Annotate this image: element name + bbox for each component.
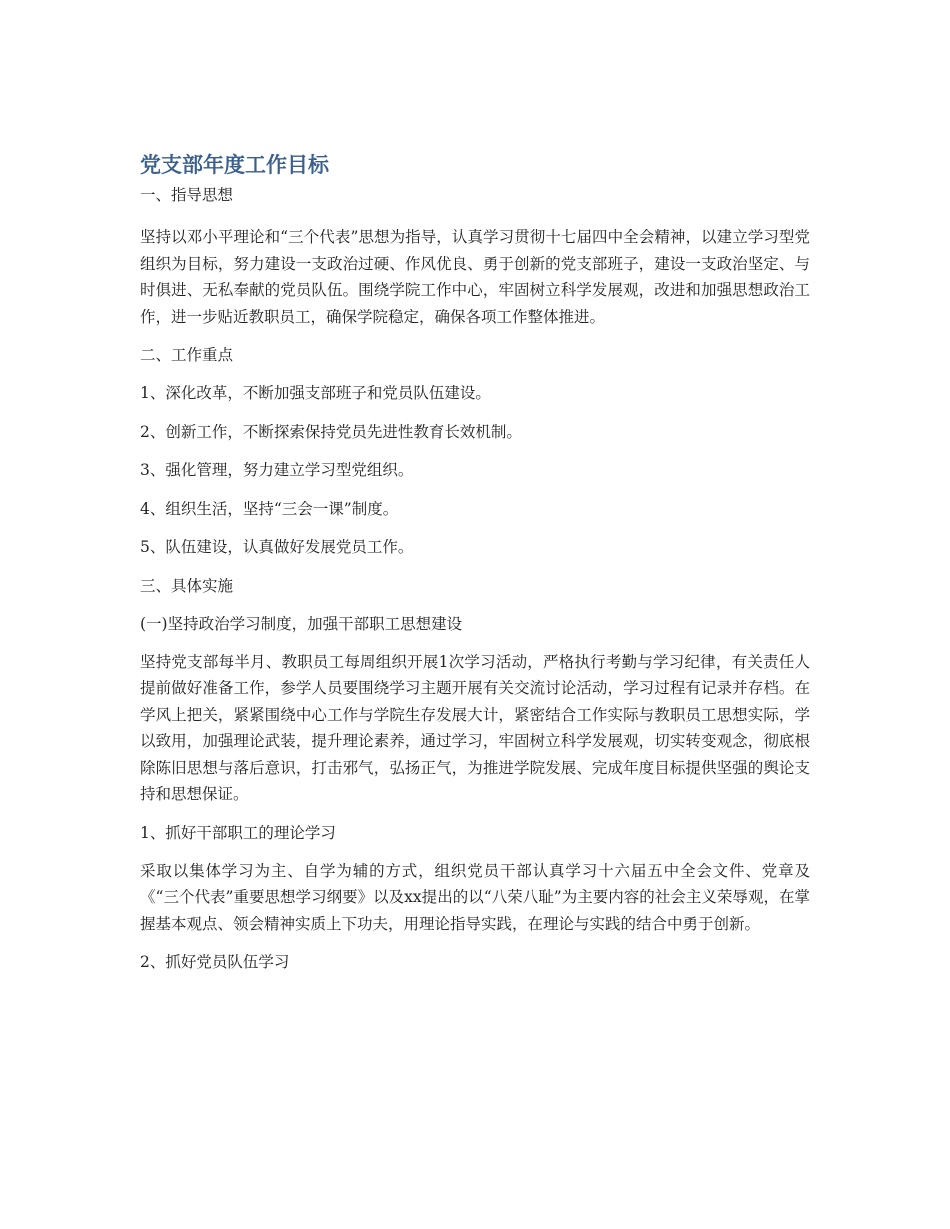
political-study-paragraph: 坚持党支部每半月、教职员工每周组织开展1次学习活动，严格执行考勤与学习纪律，有关责任人提前做好准备工作，参学人员要围绕学习主题开展有关交流讨论活动，学习过程有记录并存档。在学风上把关，紧紧围绕中心工作与学院生存发展大计，紧密结合工作实际与教职员工思想实际，学以致用，加强理论武装，提升理论素养，通过学习，牢固树立科学发展观，切实转变观念，彻底根除陈旧思想与落后意识，打击邪气，弘扬正气，为推进学院发展、完成年度目标提供坚强的舆论支持和思想保证。 [140, 652, 810, 803]
guiding-ideology-paragraph: 坚持以邓小平理论和“三个代表”思想为指导，认真学习贯彻十七届四中全会精神，以建立学习型党组织为目标，努力建设一支政治过硬、作风优良、勇于创新的党支部班子，建设一支政治坚定、与时俱进、无私奉献的党员队伍。围绕学院工作中心，牢固树立科学发展观，改进和加强思想政治工作，进一步贴近教职员工，确保学院稳定，确保各项工作整体推进。 [140, 228, 810, 326]
focus-item: 1、深化改革，不断加强支部班子和党员队伍建设。 [140, 384, 491, 402]
item-heading-theory-study: 1、抓好干部职工的理论学习 [140, 823, 336, 842]
section-heading-implementation: 三、具体实施 [140, 576, 234, 595]
focus-item: 3、强化管理，努力建立学习型党组织。 [140, 461, 414, 479]
item-heading-party-member-study: 2、抓好党员队伍学习 [140, 953, 290, 971]
theory-study-paragraph: 采取以集体学习为主、自学为辅的方式，组织党员干部认真学习十六届五中全会文件、党章及《“三个代表”重要思想学习纲要》以及xx提出的以“八荣八耻”为主要内容的社会主义荣辱观，在掌握基本观点、领会精神实质上下功夫，用理论指导实践，在理论与实践的结合中勇于创新。 [140, 861, 810, 933]
section-heading-guiding-ideology: 一、指导思想 [140, 186, 234, 204]
subsection-heading-political-study: (一)坚持政治学习制度，加强干部职工思想建设 [140, 614, 463, 633]
document-title: 党支部年度工作目标 [140, 153, 329, 177]
section-heading-work-focus: 二、工作重点 [140, 346, 234, 364]
focus-item: 2、创新工作，不断探索保持党员先进性教育长效机制。 [140, 422, 522, 441]
focus-item: 4、组织生活，坚持“三会一课”制度。 [140, 499, 399, 518]
document-page [140, 148, 810, 975]
focus-item: 5、队伍建设，认真做好发展党员工作。 [140, 538, 414, 556]
